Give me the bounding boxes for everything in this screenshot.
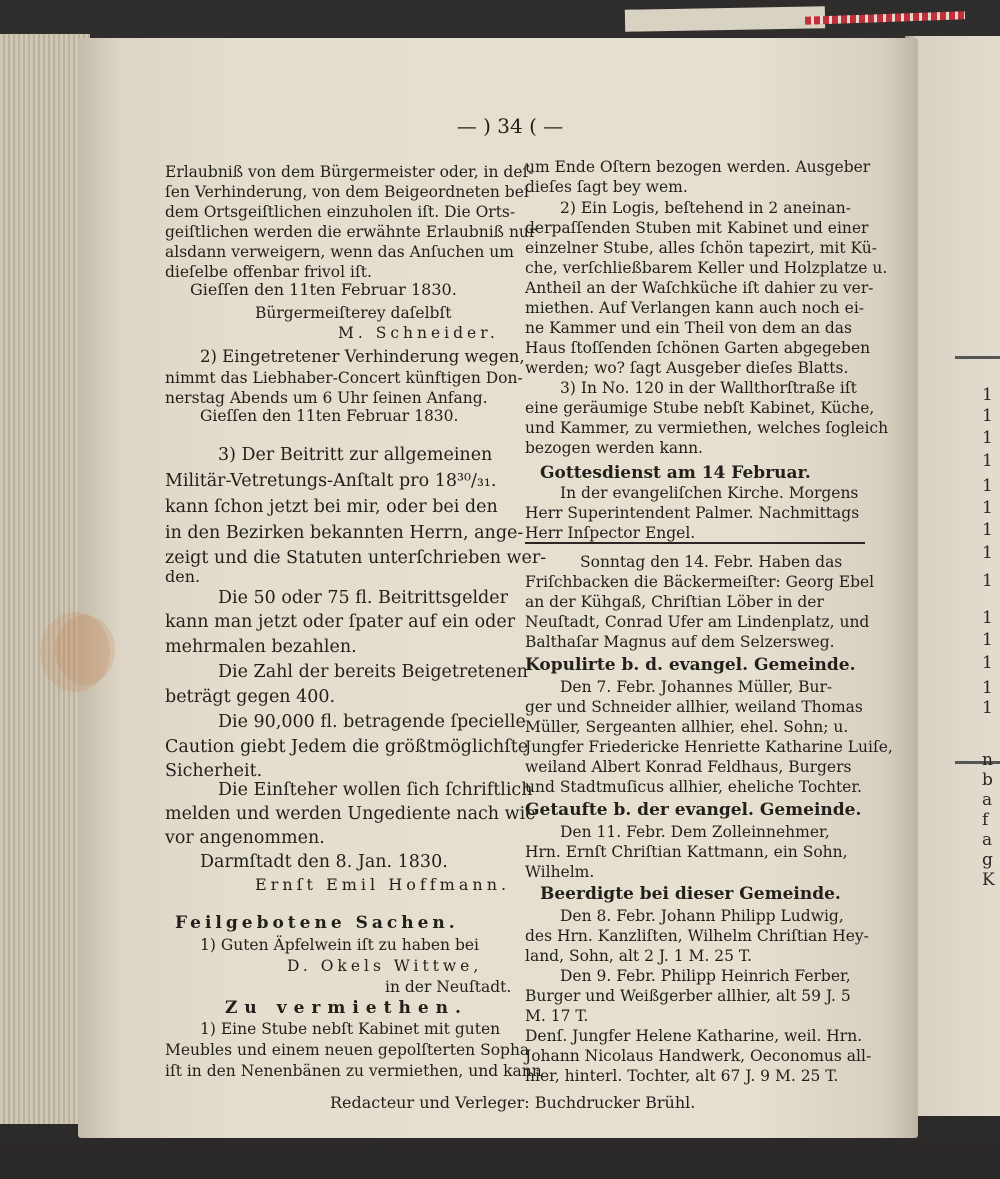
facing-rule [955, 356, 1000, 359]
text-line: 2) Eingetretener Verhinderung wegen, [200, 347, 525, 366]
text-line: nimmt das Liebhaber-Concert künftigen Don- [165, 369, 523, 387]
text-line: ſen Verhinderung, von dem Beigeordneten bei [165, 183, 529, 201]
facing-char: 1 [982, 520, 993, 540]
text-line: Wilhelm. [525, 863, 595, 881]
text-line: Den 11. Febr. Dem Zolleinnehmer, [560, 823, 830, 841]
text-line: ne Kammer und ein Theil von dem an das [525, 319, 852, 337]
section-heading: Zu vermiethen. [225, 998, 468, 1018]
signature-name: D. Okels Wittwe, [287, 957, 483, 975]
text-line: beträgt gegen 400. [165, 687, 336, 707]
text-line: an der Kühgaß, Chriſtian Löber in der [525, 593, 824, 611]
text-line: melden und werden Ungediente nach wie [165, 804, 536, 824]
text-line: Erlaubniß von dem Bürgermeister oder, in deſ- [165, 163, 534, 181]
text-line: land, Sohn, alt 2 J. 1 M. 25 T. [525, 947, 752, 965]
section-heading: Beerdigte bei dieser Gemeinde. [540, 884, 841, 904]
text-line: hier, hinterl. Tochter, alt 67 J. 9 M. 25 T. [525, 1067, 839, 1085]
text-line: geiſtlichen werden die erwähnte Erlaubniß nur [165, 223, 537, 241]
facing-char: 1 [982, 630, 993, 650]
text-line: miethen. Auf Verlangen kann auch noch ei- [525, 299, 865, 317]
text-line: In der evangeliſchen Kirche. Morgens [560, 484, 859, 502]
text-line: kann ſchon jetzt bei mir, oder bei den [165, 497, 498, 517]
text-line: derpaſſenden Stuben mit Kabinet und einer [525, 219, 869, 237]
text-line: kann man jetzt oder ſpater auf ein oder [165, 612, 516, 632]
text-line: Die Zahl der bereits Beigetretenen [218, 662, 528, 682]
text-line: bezogen werden kann. [525, 439, 703, 457]
text-line: Militär-Vetretungs-Anſtalt pro 18³⁰/₃₁. [165, 471, 497, 491]
text-line: eine geräumige Stube nebſt Kabinet, Küche, [525, 399, 875, 417]
text-line: Sicherheit. [165, 761, 263, 781]
text-line: Johann Nicolaus Handwerk, Oeconomus all- [525, 1047, 872, 1065]
dateline: Gieſſen den 11ten Februar 1830. [190, 280, 457, 299]
text-line: Sonntag den 14. Febr. Haben das [580, 553, 843, 571]
text-line: Friſchbacken die Bäckermeiſter: Georg Ebel [525, 573, 875, 591]
text-line: iſt in den Nenenbänen zu vermiethen, und kann [165, 1062, 542, 1080]
text-line: Den 9. Febr. Philipp Heinrich Ferber, [560, 967, 851, 985]
text-line: vor angenommen. [165, 828, 325, 848]
text-line: einzelner Stube, alles ſchön tapezirt, mit Kü- [525, 239, 877, 257]
signature: Bürgermeiſterey daſelbſt [255, 304, 452, 322]
facing-char: 1 [982, 608, 993, 628]
text-line: alsdann verweigern, wenn das Anſuchen um [165, 243, 514, 261]
facing-char: a [982, 790, 993, 810]
facing-char: n [982, 750, 993, 770]
text-line: Meubles und einem neuen gepolſterten Sopha [165, 1041, 530, 1059]
text-line: Antheil an der Waſchküche iſt dahier zu ver- [525, 279, 874, 297]
facing-char: K [982, 870, 995, 890]
facing-char: b [982, 770, 993, 790]
text-line: Den 8. Febr. Johann Philipp Ludwig, [560, 907, 844, 925]
text-line: mehrmalen bezahlen. [165, 637, 357, 657]
section-divider [525, 542, 865, 544]
section-heading: Kopulirte b. d. evangel. Gemeinde. [525, 655, 856, 675]
signature-name: Ernſt Emil Hoffmann. [255, 875, 511, 894]
text-line: ger und Schneider allhier, weiland Thomas [525, 698, 863, 716]
text-line: Müller, Sergeanten allhier, ehel. Sohn; u. [525, 718, 849, 736]
facing-char: 1 [982, 498, 993, 518]
facing-char: 1 [982, 451, 993, 471]
text-line: weiland Albert Konrad Feldhaus, Burgers [525, 758, 852, 776]
text-line: Den 7. Febr. Johannes Müller, Bur- [560, 678, 833, 696]
facing-char: 1 [982, 653, 993, 673]
text-line: 3) Der Beitritt zur allgemeinen [218, 445, 493, 465]
text-line: in der Neuſtadt. [385, 978, 512, 996]
text-line: M. 17 T. [525, 1007, 589, 1025]
text-line: und Kammer, zu vermiethen, welches ſogleich [525, 419, 889, 437]
dateline: Darmſtadt den 8. Jan. 1830. [200, 852, 448, 872]
text-line: 1) Guten Äpfelwein iſt zu haben bei [200, 936, 480, 954]
text-line: Denſ. Jungfer Helene Katharine, weil. Hrn. [525, 1027, 863, 1045]
paper-strip [625, 6, 825, 31]
facing-rule [955, 761, 1000, 764]
text-line: den. [165, 567, 201, 586]
facing-char: 1 [982, 406, 993, 426]
text-line: Die 90,000 fl. betragende ſpecielle [218, 712, 526, 732]
text-line: um Ende Oſtern bezogen werden. Ausgeber [525, 158, 871, 176]
dateline: Gieſſen den 11ten Februar 1830. [200, 407, 459, 425]
text-line: Haus ſtoſſenden ſchönen Garten abgegeben [525, 339, 871, 357]
text-line: Hrn. Ernſt Chriſtian Kattmann, ein Sohn, [525, 843, 848, 861]
facing-char: 1 [982, 678, 993, 698]
facing-char: 1 [982, 698, 993, 718]
text-line: 3) In No. 120 in der Wallthorſtraße iſt [560, 379, 857, 397]
text-line: und Stadtmuſicus allhier, eheliche Tochter. [525, 778, 862, 796]
section-heading: Gottesdienst am 14 Februar. [540, 463, 811, 483]
page-number: — ) 34 ( — [456, 114, 564, 138]
text-line: Die 50 oder 75 fl. Beitrittsgelder [218, 588, 508, 608]
text-line: Die Einſteher wollen ſich ſchriftlich [218, 780, 533, 800]
imprint-footer: Redacteur und Verleger: Buchdrucker Brühl. [330, 1093, 696, 1112]
text-line: zeigt und die Statuten unterſchrieben wer- [165, 548, 547, 568]
facing-char: f [982, 810, 989, 830]
facing-char: 1 [982, 543, 993, 563]
paper-stain [55, 615, 115, 685]
text-line: Caution giebt Jedem die größtmöglichſte [165, 737, 529, 757]
text-line: Neuſtadt, Conrad Ufer am Lindenplatz, und [525, 613, 870, 631]
section-heading: Feilgebotene Sachen. [175, 913, 459, 933]
section-heading: Getaufte b. der evangel. Gemeinde. [525, 800, 862, 820]
text-line: 1) Eine Stube nebſt Kabinet mit guten [200, 1020, 501, 1038]
facing-char: 1 [982, 385, 993, 405]
facing-char: a [982, 830, 993, 850]
text-line: werden; wo? ſagt Ausgeber dieſes Blatts. [525, 359, 849, 377]
text-line: 2) Ein Logis, beſtehend in 2 aneinan- [560, 199, 852, 217]
facing-char: 1 [982, 476, 993, 496]
text-line: Herr Superintendent Palmer. Nachmittags [525, 504, 860, 522]
text-line: nerstag Abends um 6 Uhr ſeinen Anfang. [165, 389, 488, 407]
text-line: Burger und Weißgerber allhier, alt 59 J. 5 [525, 987, 851, 1005]
signature-name: M. Schneider. [338, 324, 499, 342]
text-line: Herr Inſpector Engel. [525, 524, 696, 542]
text-line: in den Bezirken bekannten Herrn, ange- [165, 523, 524, 543]
text-line: dem Ortsgeiſtlichen einzuholen iſt. Die Orts- [165, 203, 516, 221]
text-line: dieſes ſagt bey wem. [525, 178, 688, 196]
text-line: che, verſchließbarem Keller und Holzplatze u. [525, 259, 888, 277]
text-line: des Hrn. Kanzliſten, Wilhelm Chriſtian Hey- [525, 927, 869, 945]
facing-char: 1 [982, 571, 993, 591]
facing-char: 1 [982, 428, 993, 448]
text-line: Balthaſar Magnus auf dem Selzersweg. [525, 633, 835, 651]
page-edges-left [0, 34, 90, 1124]
text-line: Jungfer Friedericke Henriette Katharine Luiſe, [525, 738, 893, 756]
facing-char: g [982, 850, 993, 870]
text-line: dieſelbe offenbar frivol iſt. [165, 263, 372, 281]
